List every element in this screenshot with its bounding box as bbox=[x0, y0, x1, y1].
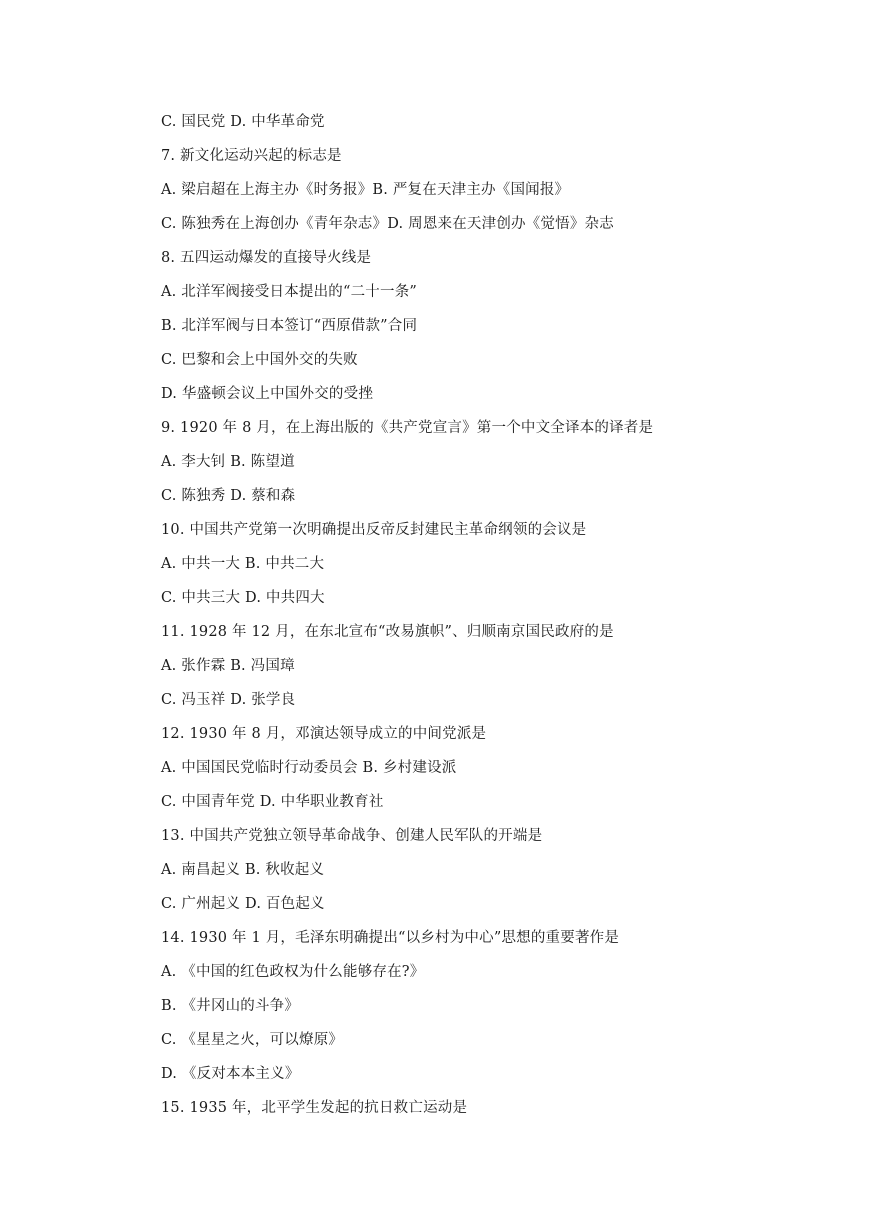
text-line: C. 《星星之火，可以燎原》 bbox=[161, 1032, 344, 1048]
text-line: A. 中国国民党临时行动委员会 B. 乡村建设派 bbox=[161, 760, 457, 776]
text-line: B. 《井冈山的斗争》 bbox=[161, 998, 300, 1014]
text-line: C. 广州起义 D. 百色起义 bbox=[161, 896, 325, 912]
text-line: 13. 中国共产党独立领导革命战争、创建人民军队的开端是 bbox=[161, 828, 543, 844]
text-line: A. 李大钊 B. 陈望道 bbox=[161, 454, 295, 470]
text-line: 11. 1928 年 12 月，在东北宣布“改易旗帜”、归顺南京国民政府的是 bbox=[161, 624, 614, 640]
text-line: B. 北洋军阀与日本签订“西原借款”合同 bbox=[161, 318, 418, 334]
text-line: C. 陈独秀 D. 蔡和森 bbox=[161, 488, 296, 504]
question-list bbox=[161, 111, 821, 1131]
text-line: 10. 中国共产党第一次明确提出反帝反封建民主革命纲领的会议是 bbox=[161, 522, 587, 538]
text-line: 9. 1920 年 8 月，在上海出版的《共产党宣言》第一个中文全译本的译者是 bbox=[161, 420, 654, 436]
text-line: A. 张作霖 B. 冯国璋 bbox=[161, 658, 295, 674]
text-line: 7. 新文化运动兴起的标志是 bbox=[161, 148, 342, 164]
text-line: C. 陈独秀在上海创办《青年杂志》D. 周恩来在天津创办《觉悟》杂志 bbox=[161, 216, 614, 232]
text-line: 8. 五四运动爆发的直接导火线是 bbox=[161, 250, 372, 266]
text-line: D. 《反对本本主义》 bbox=[161, 1066, 300, 1082]
text-line: A. 《中国的红色政权为什么能够存在?》 bbox=[161, 964, 425, 980]
text-line: 12. 1930 年 8 月，邓演达领导成立的中间党派是 bbox=[161, 726, 487, 742]
text-line: 14. 1930 年 1 月，毛泽东明确提出“以乡村为中心”思想的重要著作是 bbox=[161, 930, 620, 946]
text-line: A. 北洋军阀接受日本提出的“二十一条” bbox=[161, 284, 418, 300]
text-line: A. 中共一大 B. 中共二大 bbox=[161, 556, 325, 572]
text-line: C. 国民党 D. 中华革命党 bbox=[161, 114, 325, 130]
text-line: A. 梁启超在上海主办《时务报》B. 严复在天津主办《国闻报》 bbox=[161, 182, 570, 198]
text-line: A. 南昌起义 B. 秋收起义 bbox=[161, 862, 325, 878]
text-line: 15. 1935 年，北平学生发起的抗日救亡运动是 bbox=[161, 1100, 468, 1116]
text-line: D. 华盛顿会议上中国外交的受挫 bbox=[161, 386, 374, 402]
text-line: C. 巴黎和会上中国外交的失败 bbox=[161, 352, 358, 368]
text-line: C. 中国青年党 D. 中华职业教育社 bbox=[161, 794, 384, 810]
text-line: C. 中共三大 D. 中共四大 bbox=[161, 590, 325, 606]
text-line: C. 冯玉祥 D. 张学良 bbox=[161, 692, 296, 708]
